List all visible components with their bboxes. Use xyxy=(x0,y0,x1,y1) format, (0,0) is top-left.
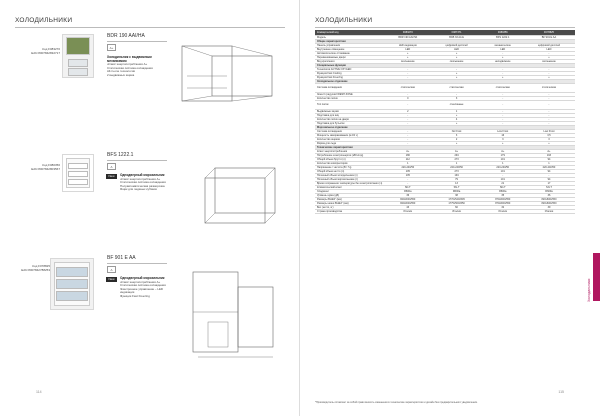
table-cell: 3 xyxy=(483,137,523,141)
table-cell: - xyxy=(523,96,575,100)
energy-label-icon: A+ xyxy=(107,44,116,51)
product-description: Холодильник с выдвижным механизмом •Класс энергопотребления A+ Статическая система охлаждения All-in-one технология 2 выдвижных ящика xyxy=(107,55,153,77)
table-cell: No Frost xyxy=(431,129,483,133)
table-cell: - xyxy=(385,181,431,185)
product-code: Код F080356 EAN 8007842803567 xyxy=(31,163,60,171)
row-label: Функция Fast Freezing xyxy=(315,75,385,79)
table-cell: BCB 33 AA E xyxy=(431,35,483,39)
table-cell: 4 xyxy=(431,117,483,121)
table-cell: 1 xyxy=(523,161,575,165)
table-cell: - xyxy=(523,92,575,96)
table-cell: 17 xyxy=(523,181,575,185)
table-cell: - xyxy=(483,117,523,121)
table-cell: - xyxy=(385,100,431,109)
row-label: Перевешиваемые двери xyxy=(315,55,385,59)
table-cell: + xyxy=(385,51,431,55)
table-row xyxy=(315,209,575,213)
row-label: Класс энергопотребления xyxy=(315,149,385,153)
table-cell: скольжение xyxy=(385,59,431,63)
table-cell: 820x600x550 xyxy=(385,201,431,205)
page-number: 115 xyxy=(558,390,564,394)
table-cell: 101 xyxy=(483,169,523,173)
row-label: Общий объем нетто (л) xyxy=(315,169,385,173)
table-cell: Италия xyxy=(431,209,483,213)
row-label: Подставка для яиц xyxy=(315,113,385,117)
row-label: Вес (нетто, кг) xyxy=(315,205,385,209)
table-cell: - xyxy=(385,141,431,145)
table-cell: 1 xyxy=(431,161,483,165)
table-cell: + xyxy=(483,141,523,145)
table-cell: 94 xyxy=(523,169,575,173)
table-cell: + xyxy=(483,75,523,79)
row-label: Технология ACTIVE OXYGEN xyxy=(315,67,385,71)
table-cell: A+ xyxy=(483,149,523,153)
table-cell: 101 xyxy=(483,157,523,161)
installation-sketch xyxy=(185,158,285,238)
table-cell: 35 xyxy=(483,193,523,197)
product-description: Однодверный морозильник •Класс энергопотребления A+ Статическая система охлаждения Электронное управление – LED индикация Функция Fast Freezing xyxy=(120,276,166,298)
table-cell: BFS 1222.1 xyxy=(483,35,523,39)
installation-sketch xyxy=(172,36,282,116)
row-label: Автоматическое оттаивание xyxy=(315,51,385,55)
row-label: Система охлаждения xyxy=(315,83,385,92)
row-label: Выдвижные ящики xyxy=(315,109,385,113)
table-cell: статическая xyxy=(483,83,523,92)
product-name: BFS 1222.1 xyxy=(107,152,134,158)
table-cell: 180 xyxy=(385,153,431,157)
right-page xyxy=(300,0,600,416)
row-label: Модель xyxy=(315,35,385,39)
table-cell: - xyxy=(385,129,431,133)
table-cell: - xyxy=(523,121,575,125)
table-cell: 101 xyxy=(483,177,523,181)
table-cell: + xyxy=(523,55,575,59)
table-cell: - xyxy=(483,173,523,177)
table-cell: - xyxy=(483,113,523,117)
page-number: 114 xyxy=(36,390,42,394)
row-label: Потребление электроэнергии (кВтч/год) xyxy=(315,153,385,157)
table-cell: - xyxy=(523,113,575,117)
table-cell: 220-240/50 xyxy=(385,165,431,169)
table-row xyxy=(315,100,575,109)
table-cell: 220-240/50 xyxy=(523,165,575,169)
row-label: Тип полок xyxy=(315,100,385,109)
table-cell: 870x600x550 xyxy=(483,201,523,205)
table-cell: A+ xyxy=(385,149,431,153)
row-label: Общий объем брутто (л) xyxy=(315,157,385,161)
table-cell: Италия xyxy=(523,209,575,213)
table-cell: 1775x560x550 xyxy=(431,201,483,205)
table-cell: 1770x540x545 xyxy=(431,197,483,201)
table-cell: - xyxy=(523,51,575,55)
product-name: BDR 190 AAI/HA xyxy=(107,33,145,39)
table-cell: цифровой дисплей xyxy=(523,43,575,47)
table-cell: 220-240/50 xyxy=(431,165,483,169)
row-label: Форма для льда xyxy=(315,141,385,145)
table-cell: - xyxy=(483,96,523,100)
column-header: Коммерческий код xyxy=(315,30,385,35)
new-badge: New xyxy=(106,174,117,179)
table-cell: 21 xyxy=(483,181,523,185)
title-rule xyxy=(15,27,285,28)
table-cell: SN-T xyxy=(385,185,431,189)
table-cell: R600a xyxy=(385,189,431,193)
table-cell: R600a xyxy=(523,189,575,193)
table-cell: 2 xyxy=(431,137,483,141)
table-cell: + xyxy=(431,141,483,145)
table-cell: + xyxy=(431,51,483,55)
table-cell: - xyxy=(523,117,575,121)
row-label: Напряжение / частота (В / Гц) xyxy=(315,165,385,169)
table-cell: 193 xyxy=(523,153,575,157)
table-cell: - xyxy=(385,117,431,121)
table-cell: 38 xyxy=(431,193,483,197)
side-section-label: Холодильники xyxy=(587,278,591,302)
column-header: F087371 xyxy=(431,30,483,35)
table-cell: 820x600x550 xyxy=(523,197,575,201)
table-cell: неподвижное xyxy=(483,59,523,63)
table-cell: 16 xyxy=(483,133,523,137)
table-cell: BF 901 E AA xyxy=(523,35,575,39)
table-cell: скольжение xyxy=(523,59,575,63)
product-code: Код F078825 EAN 8007842788253 xyxy=(21,264,50,272)
table-cell: 0 xyxy=(385,96,431,100)
table-cell: 220-240/50 xyxy=(483,165,523,169)
table-cell: - xyxy=(483,71,523,75)
table-cell: - xyxy=(431,67,483,71)
table-cell: - xyxy=(385,137,431,141)
table-cell: 820x600x550 xyxy=(523,201,575,205)
row-label: Вид крепления xyxy=(315,59,385,63)
table-cell: R600a xyxy=(483,189,523,193)
right-page-title: ХОЛОДИЛЬНИКИ xyxy=(315,17,373,24)
table-cell: + xyxy=(523,141,575,145)
row-label: Подставка для бутылок xyxy=(315,121,385,125)
footnote: *Производитель оставляет за собой право вносить изменения в технические характеристики и дизайн без предварительного уведомления. xyxy=(315,401,478,404)
table-cell: 60 xyxy=(431,205,483,209)
table-cell: + xyxy=(385,55,431,59)
table-cell: Италия xyxy=(483,209,523,213)
section-label: Специальные функции xyxy=(315,63,575,67)
table-cell: - xyxy=(483,67,523,71)
table-cell: статическая xyxy=(523,83,575,92)
table-cell: LED xyxy=(483,47,523,51)
table-cell: - xyxy=(431,92,483,96)
table-cell: + xyxy=(431,55,483,59)
section-label: Холодильное отделение xyxy=(315,79,575,83)
table-cell: - xyxy=(385,71,431,75)
table-cell: - xyxy=(385,133,431,137)
column-header: F083270 xyxy=(385,30,431,35)
table-cell: LED xyxy=(523,47,575,51)
row-label: Функция Fast Cooling xyxy=(315,71,385,75)
table-cell: 3,5 xyxy=(523,133,575,137)
table-cell: 112 xyxy=(385,157,431,161)
table-cell: + xyxy=(431,121,483,125)
table-cell: - xyxy=(523,71,575,75)
row-label: Страна производства xyxy=(315,209,385,213)
table-cell: - xyxy=(385,113,431,117)
table-cell: Low Frost xyxy=(483,129,523,133)
table-cell: 13 xyxy=(431,181,483,185)
section-label: Морозильное отделение xyxy=(315,125,575,129)
table-cell: R600a xyxy=(431,189,483,193)
table-cell: - xyxy=(385,177,431,181)
row-label: Система охлаждения xyxy=(315,129,385,133)
table-cell: 870x600x550 xyxy=(483,197,523,201)
table-cell: A+ xyxy=(431,149,483,153)
table-cell: - xyxy=(523,109,575,113)
energy-label-icon: A xyxy=(107,163,116,170)
table-cell: SN-T xyxy=(523,185,575,189)
table-cell: - xyxy=(483,100,523,109)
table-cell: BDR 190 AAI/HA xyxy=(385,35,431,39)
table-cell: 273 xyxy=(431,169,483,173)
product-image xyxy=(62,34,94,78)
section-label: Общие характеристики xyxy=(315,39,575,43)
table-cell: - xyxy=(483,92,523,96)
table-cell: 43 xyxy=(385,205,431,209)
table-cell: + xyxy=(523,75,575,79)
column-header: F078825 xyxy=(523,30,575,35)
table-cell: SN-T xyxy=(483,185,523,189)
table-cell: LED xyxy=(431,47,483,51)
table-cell: - xyxy=(523,173,575,177)
table-cell: - xyxy=(483,109,523,113)
table-cell: 3 xyxy=(523,137,575,141)
section-tab xyxy=(593,253,600,301)
table-cell: - xyxy=(385,121,431,125)
table-cell: + xyxy=(483,55,523,59)
table-cell: A+ xyxy=(523,149,575,153)
table-cell: 2 xyxy=(385,109,431,113)
table-cell: статическая xyxy=(431,83,483,92)
row-label: Мощность замораживания (кг/24 ч) xyxy=(315,133,385,137)
row-label: Количество полок xyxy=(315,96,385,100)
table-cell: - xyxy=(385,75,431,79)
row-label: Полезный объем морозильника (л) xyxy=(315,177,385,181)
table-cell: + xyxy=(431,71,483,75)
product-name: BF 901 E AA xyxy=(107,255,136,261)
product-image xyxy=(62,154,94,192)
product-description: Однодверный морозильник •Класс энергопотребления A+ Статическая система охлаждения Полуавтоматическая разморозка Ящик для ледяных кубиков xyxy=(120,173,166,192)
table-cell: - xyxy=(385,92,431,96)
table-cell: LED индикация xyxy=(385,43,431,47)
product-code: Код F083270 EAN 8007842832717 xyxy=(31,47,60,55)
section-label: Технические характеристики xyxy=(315,145,575,149)
left-page-title: ХОЛОДИЛЬНИКИ xyxy=(15,17,73,24)
row-label: Зона 0 градусов FRESH ZONE xyxy=(315,92,385,96)
table-cell: скольжение xyxy=(431,59,483,63)
table-cell: - xyxy=(483,121,523,125)
table-cell: - xyxy=(523,100,575,109)
row-label: Полезный объем холодильника (л) xyxy=(315,173,385,177)
table-cell: 1 xyxy=(431,109,483,113)
row-label: Внутреннее освещение xyxy=(315,47,385,51)
new-badge: New xyxy=(106,277,117,282)
row-label: Количество ящиков xyxy=(315,137,385,141)
table-cell: - xyxy=(483,51,523,55)
installation-sketch xyxy=(178,267,288,382)
table-cell: 36 xyxy=(523,193,575,197)
table-cell: Италия xyxy=(385,209,431,213)
row-label: Количество полок на двери xyxy=(315,117,385,121)
table-cell: механическое xyxy=(483,43,523,47)
spec-table xyxy=(315,30,575,214)
table-cell: 94 xyxy=(523,177,575,181)
table-cell: SN-T xyxy=(431,185,483,189)
row-label: Размеры ВхШхГ (мм) xyxy=(315,197,385,201)
row-label: Время сохранения температуры без электропитания (ч) xyxy=(315,181,385,185)
product-image xyxy=(50,258,94,310)
table-cell: LED xyxy=(385,47,431,51)
row-label: Количество компрессоров xyxy=(315,161,385,165)
table-cell: 105 xyxy=(385,169,431,173)
table-cell: 273 xyxy=(431,157,483,161)
table-cell: 79 xyxy=(431,177,483,181)
table-cell: цифровой дисплей xyxy=(431,43,483,47)
table-cell: Low Frost xyxy=(523,129,575,133)
table-cell: 36 xyxy=(385,193,431,197)
row-label: Размеры ниши ВхШхГ (мм) xyxy=(315,201,385,205)
table-cell: 94 xyxy=(523,157,575,161)
table-cell: 820x600x550 xyxy=(385,197,431,201)
row-label: Хладагент xyxy=(315,189,385,193)
energy-label-icon: A xyxy=(107,266,116,273)
table-cell: - xyxy=(385,67,431,71)
table-cell: 294 xyxy=(431,153,483,157)
table-cell: 194 xyxy=(431,173,483,177)
table-cell: 3 xyxy=(431,133,483,137)
table-cell: + xyxy=(431,75,483,79)
table-cell: - xyxy=(523,67,575,71)
table-cell: 179 xyxy=(483,153,523,157)
table-cell: 3 xyxy=(431,96,483,100)
table-cell: статическая xyxy=(385,83,431,92)
table-cell: + xyxy=(431,113,483,117)
table-cell: 32 xyxy=(483,205,523,209)
row-label: Климатический класс xyxy=(315,185,385,189)
table-cell: 1 xyxy=(385,161,431,165)
table-row xyxy=(315,83,575,92)
table-cell: 105 xyxy=(385,173,431,177)
table-cell: 1 xyxy=(483,161,523,165)
table-cell: стеклянные xyxy=(431,100,483,109)
row-label: Панель управления xyxy=(315,43,385,47)
column-header: F080356 xyxy=(483,30,523,35)
row-label: Уровень шума (дБ) xyxy=(315,193,385,197)
table-cell: 39 xyxy=(523,205,575,209)
